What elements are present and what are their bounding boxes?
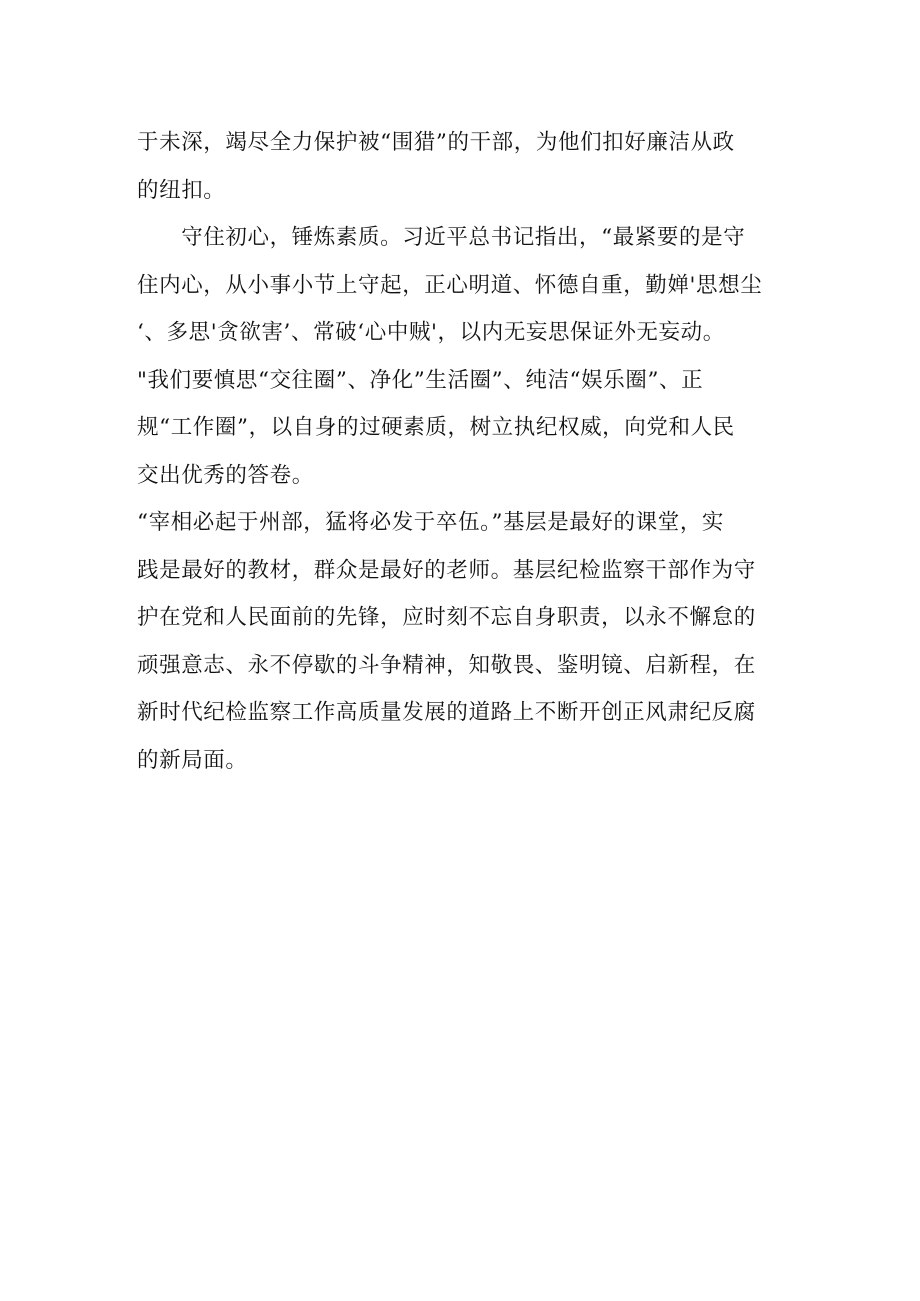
text-line: 守住初心，锤炼素质。习近平总书记指出，“最紧要的是守 [137, 225, 746, 250]
text-line: "我们要慎思“交往圈”、净化”生活圈”、纯洁“娱乐圈”、正 [137, 367, 704, 393]
text-line: 住内心，从小事小节上守起，正心明道、怀德自重，勤婵'思想尘 [137, 272, 763, 298]
text-line: 护在党和人民面前的先锋，应时刻不忘自身职责，以永不懈怠的 [137, 605, 756, 630]
text-line: 的纽扣。 [137, 177, 226, 203]
text-line: 规“工作圈”，以自身的过硬素质，树立执纪权威，向党和人民 [137, 415, 735, 440]
body-text [137, 119, 797, 784]
text-line: “宰相必起于州部，猛将必发于卒伍。”基层是最好的课堂，实 [137, 510, 725, 535]
text-line: 于未深，竭尽全力保护被“围猎”的干部，为他们扣好廉洁从政 [137, 130, 735, 155]
text-line: 新时代纪检监察工作高质量发展的道路上不断开创正风肃纪反腐 [137, 700, 756, 725]
text-line: 顽强意志、永不停歇的斗争精神，知敬畏、鉴明镜、启新程，在 [137, 652, 756, 678]
text-line: ‘、多思'贪欲害’、常破‘心中贼'，以内无妄思保证外无妄动。 [137, 320, 725, 345]
text-line: 践是最好的教材，群众是最好的老师。基层纪检监察干部作为守 [137, 557, 756, 583]
text-line: 的新局面。 [137, 747, 248, 773]
text-line: 交出优秀的答卷。 [137, 462, 314, 488]
